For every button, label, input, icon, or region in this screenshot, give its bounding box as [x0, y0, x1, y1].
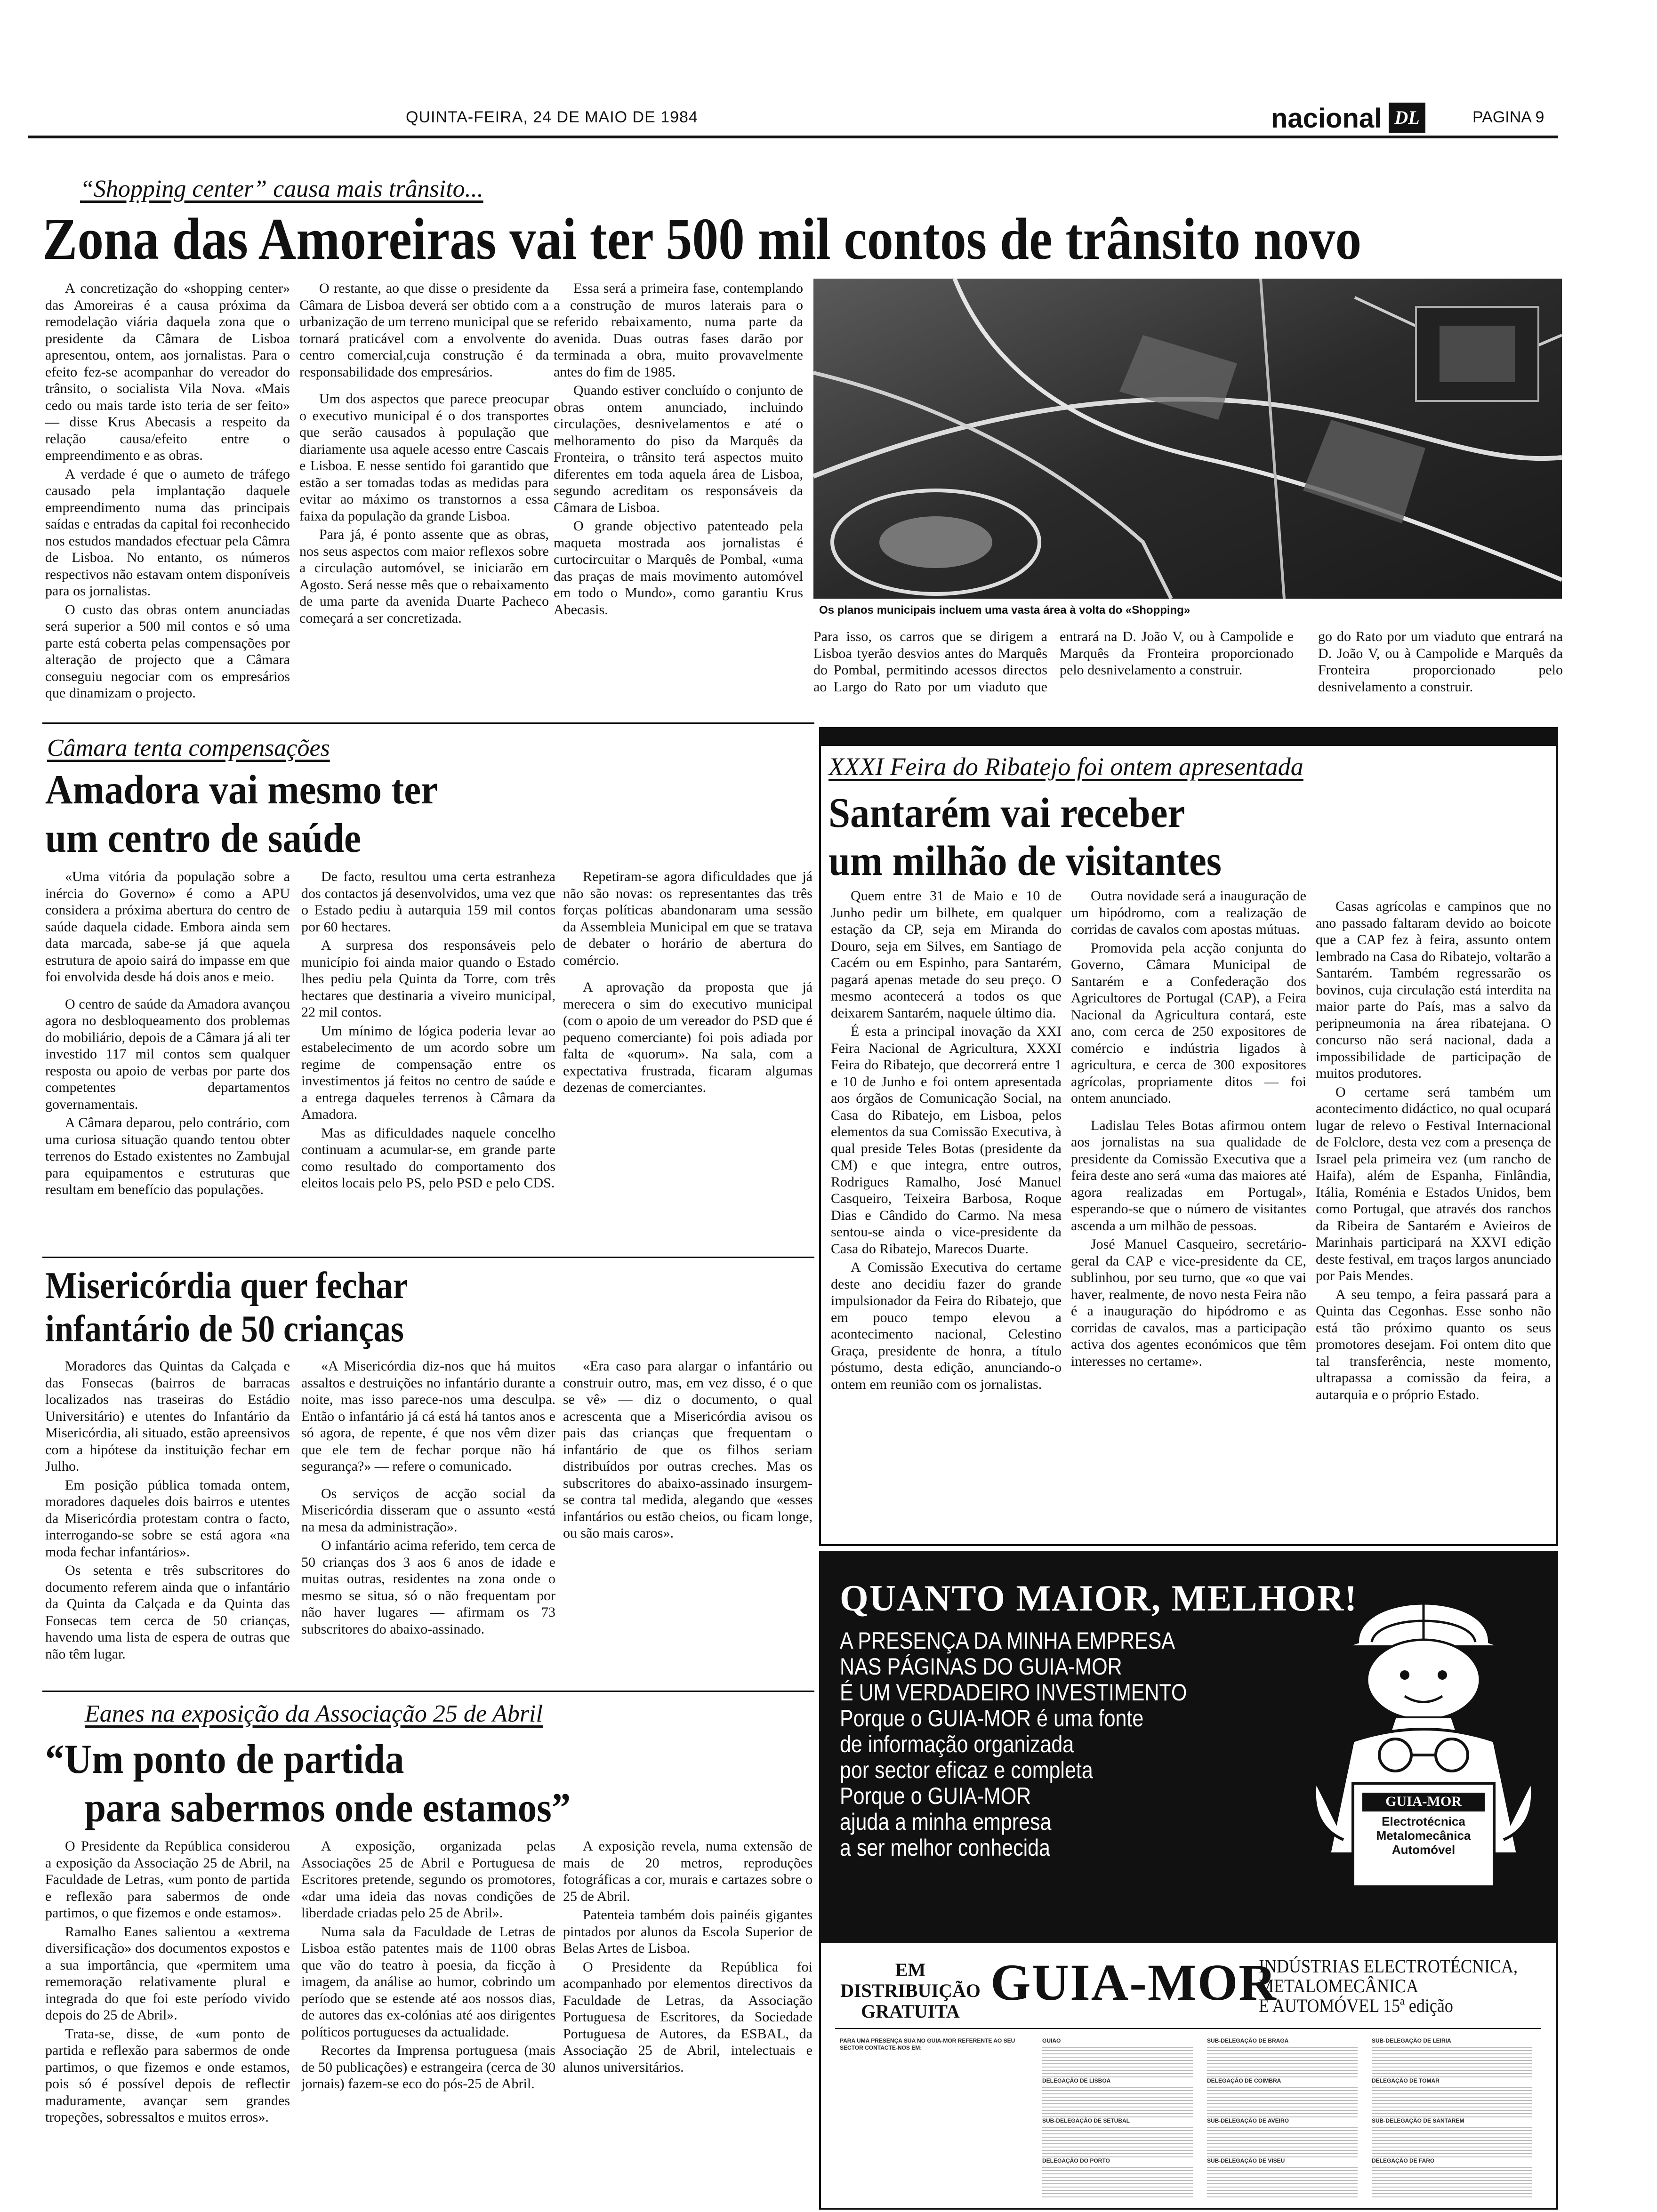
office-name: DELEGAÇÃO DE FARO — [1372, 2157, 1435, 2164]
story1-headline: Zona das Amoreiras vai ter 500 mil contos de trânsito novo — [42, 207, 1362, 272]
story4-rule — [42, 1691, 814, 1692]
ad-line: ajuda a minha empresa — [840, 1809, 1052, 1835]
photo-caption: Os planos municipais incluem uma vasta área à volta do «Shopping» — [819, 604, 1190, 617]
ad-book-sector: Electrotécnica — [1382, 1814, 1465, 1828]
paragraph: O custo das obras ontem anunciadas será superior a 500 mil contos e só uma parte está coberta pelas compensações por alteração de projecto que a Câmara conseguiu negociar com os empresários que dinamizam o projecto. — [45, 601, 290, 701]
ad-industry-line: E AUTOMÓVEL 15ª edição — [1259, 1995, 1453, 2016]
story3-headline-1: Santarém vai receber — [828, 790, 1185, 836]
construction-worker-illustration — [1301, 1562, 1546, 1939]
page-number: PAGINA 9 — [1472, 108, 1544, 126]
aerial-model-image — [813, 279, 1562, 599]
paragraph: O Presidente da República foi acompanhado por elementos directivos da Faculdade de Letras, da Associação Portuguesa de Escritores, da Sociedade Portuguesa de Autores, da ESBAL, da Associação 25 de Abril, intelectuais e alunos universitários. — [563, 1959, 812, 2075]
paragraph: O centro de saúde da Amadora avançou agora no desbloqueamento dos problemas do mobiliário, depois de a Câmara já ali ter investido 117 mil contos sem qualquer resposta ou apoio de verbas por parte dos competentes departamentos governamentais. — [45, 996, 290, 1112]
header-rule — [28, 136, 1558, 138]
paragraph: Moradores das Quintas da Calçada e das Fonsecas (bairros de barracas localizados nas traseiras do Estádio Universitário) e utentes do Infantário da Misericórdia, ali situado, estão apreensivos com a hipótese da instituição fechar em Julho. — [45, 1358, 290, 1474]
office-details — [1372, 2124, 1532, 2157]
ad-book-sector: Metalomecânica — [1376, 1828, 1471, 1843]
story5-column-1 — [45, 1838, 290, 2210]
paragraph: Para já, é ponto assente que as obras, nos seus aspectos com maior reflexos sobre a circulação automóvel, se iniciarão em Agosto. Será nesse mês que o rebaixamento de uma parte da avenida Duarte Pacheco começará a ser concretizada. — [299, 527, 549, 626]
paragraph: É esta a principal inovação da XXI Feira Nacional de Agricultura, XXXI Feira do Ribatejo, que decorrerá entre 1 e 10 de Junho e foi ontem apresentada aos órgãos de Comunicação Social, na Casa do Ribatejo, em Lisboa, pelos elementos da sua Comissão Executiva, à qual preside Teles Botas (presidente da CM) e que integra, entre outros, Rodrigues Ramalho, José Manuel Casqueiro, Teixeira Barbosa, Roque Dias e Cândido do Carmo. Na mesa sentou-se ainda o vice-presidente da Casa do Ribatejo, Marecos Duarte. — [831, 1024, 1062, 1257]
story1-column-1 — [45, 280, 290, 718]
ad-title: QUANTO MAIOR, MELHOR! — [840, 1578, 1358, 1619]
ad-line: A PRESENÇA DA MINHA EMPRESA — [840, 1627, 1175, 1654]
ad-line: Porque o GUIA-MOR é uma fonte — [840, 1705, 1144, 1731]
story3-top-bar — [821, 729, 1556, 746]
paragraph: A concretização do «shopping center» das Amoreiras é a causa próxima da remodelação viária daquela zona que o presidente da Câmara de Lisboa apresentou, ontem, aos jornalistas. Para o efeito fez-se acompanhar do vereador do trânsito, o socialista Vila Nova. «Mais cedo ou mais tarde isto teria de ser feito» — disse Krus Abecasis a respeito da relação causa/efeito entre o empreendimento e as obras. — [45, 281, 290, 463]
paragraph: Um dos aspectos que parece preocupar o executivo municipal é o dos transportes que serão causados à população que diariamente usa aquele acesso entre Cascais e Lisboa. E nesse sentido foi garantido que estão a ser tomadas todas as medidas para evitar ao máximo os transtornos a essa faixa da população da grande Lisboa. — [299, 391, 549, 524]
office-details — [1042, 2084, 1193, 2117]
paragraph: Outra novidade será a inauguração de um hipódromo, com a realização de corridas de cavalos com apostas mútuas. — [1071, 888, 1306, 937]
paragraph: A exposição, organizada pelas Associações 25 de Abril e Portuguesa de Escritores pretende, segundo os promotores, «dar uma ideia das novas condições de liberdade criadas pelo 25 de Abril». — [301, 1838, 555, 1921]
ad-line: Porque o GUIA-MOR — [840, 1783, 1031, 1809]
office-name: DELEGAÇÃO DE LISBOA — [1042, 2077, 1111, 2084]
section-name: nacional — [1271, 103, 1382, 134]
ad-distribution: EM DISTRIBUIÇÃO GRATUITA — [840, 1959, 981, 2022]
story1-column-5 — [1318, 628, 1563, 713]
office-details — [1042, 2124, 1193, 2157]
ad-book-sector: Automóvel — [1392, 1843, 1456, 1857]
paragraph: A verdade é que o aumeto de tráfego causado pela implantação daquele empreendimento numa das principais saídas e entradas da capital foi reconhecido nos estudos mandados efectuar pela Câmra de Lisboa. No entanto, os números respectivos não estavam ontem disponíveis para os jornalistas. — [45, 466, 290, 599]
paragraph: José Manuel Casqueiro, secretário-geral da CAP e vice-presidente da CE, sublinhou, por seu turno, que «o que vai haver, realmente, de novo nesta Feira não é a inauguração do hipódromo e as corridas de cavalos, mas a participação activa dos agentes económicos que têm interesses no certame». — [1071, 1236, 1306, 1369]
story2-column-1 — [45, 868, 290, 1235]
story2-kicker: Câmara tenta compensações — [47, 735, 330, 761]
paragraph: «Uma vitória da população sobre a inércia do Governo» é como a APU considera a próxima abertura do centro de saúde daquela cidade. Embora ainda sem data marcada, sabe-se já que aquela estrutura de apoio sairá do impasse em que foi envolvida desde há dois anos e meio. — [45, 869, 290, 985]
story1-column-4 — [813, 628, 1294, 713]
office-details — [1042, 2164, 1193, 2197]
office-name: GUIAO — [1042, 2037, 1061, 2044]
office-name: DELEGAÇÃO DE COIMBRA — [1207, 2077, 1281, 2084]
paragraph: O grande objectivo patenteado pela maqueta mostrada aos jornalistas é curtocircuitar o Marquês de Pombal, «uma das praças de mais movimento automóvel em todo o Mundo», como garantiu Krus Abecasis. — [554, 518, 803, 617]
story5-headline-2: para sabermos onde estamos” — [85, 1785, 571, 1831]
story5-column-3 — [563, 1838, 812, 2210]
paragraph: Recortes da Imprensa portuguesa (mais de 50 publicações) e estrangeira (cerca de 30 jornais) fazem-se eco do pós-25 de Abril. — [301, 2043, 555, 2092]
ad-line: a ser melhor conhecida — [840, 1835, 1050, 1861]
story1-column-3 — [554, 280, 803, 718]
story5-kicker: Eanes na exposição da Associação 25 de Abril — [85, 1700, 543, 1727]
office-name: SUB-DELEGAÇÃO DE LEIRIA — [1372, 2037, 1451, 2044]
ad-line: NAS PÁGINAS DO GUIA-MOR — [840, 1653, 1122, 1680]
story4-headline-2: infantário de 50 crianças — [45, 1308, 404, 1350]
paragraph: Quem entre 31 de Maio e 10 de Junho pedir um bilhete, em qualquer estação da CP, seja em Miranda do Douro, seja em Silves, em Santiago de Cacém ou em Espinho, para Santarém, pagará apenas metade do seu preço. O mesmo acontecerá a todos os que deixarem Santarém, naquele último dia. — [831, 888, 1062, 1021]
paragraph: Trata-se, disse, de «um ponto de partida e reflexão para sabermos de onde partimos, o que fizemos e onde estamos, pois só é possível depois de reflectir maduramente, avançar sem grandes tropeções, sobressaltos e muitos erros». — [45, 2026, 290, 2125]
ad-line: de informação organizada — [840, 1731, 1074, 1757]
paragraph: Os setenta e três subscritores do documento referem ainda que o infantário da Quinta da Calçada e da Quinta das Fonsecas tem cerca de 50 crianças, havendo uma lista de espera de outras que não têm lugar. — [45, 1563, 290, 1662]
story4-column-2 — [301, 1358, 555, 1673]
office-name: DELEGAÇÃO DE TOMAR — [1372, 2077, 1440, 2084]
office-details — [1372, 2044, 1532, 2077]
office-details — [1042, 2044, 1193, 2077]
ad-contact-intro: PARA UMA PRESENÇA SUA NO GUIA-MOR REFERENTE AO SEU SECTOR CONTACTE-NOS EM: — [840, 2037, 1015, 2051]
paragraph: O infantário acima referido, tem cerca de 50 crianças dos 3 aos 6 anos de idade e muitas outras, residentes na zona onde o mesmo se situa, só o não frequentam por não haver lugares — afirmam os 73 subscritores do abaixo-assinado. — [301, 1538, 555, 1637]
story3-column-2 — [1071, 888, 1306, 1537]
office-name: SUB-DELEGAÇÃO DE AVEIRO — [1207, 2117, 1289, 2124]
story5-column-2 — [301, 1838, 555, 2210]
guia-mor-advertisement — [819, 1551, 1558, 2210]
story4-headline-1: Misericórdia quer fechar — [45, 1265, 408, 1306]
ad-offices-col-2 — [1207, 2037, 1358, 2197]
paragraph: Essa será a primeira fase, contemplando a construção de muros laterais para o referido rebaixamento, numa parte da avenida. Duas outras fases darão por terminada a obra, muito provavelmente antes do fim de 1985. — [554, 281, 803, 380]
story4-column-3 — [563, 1358, 812, 1673]
paragraph: A surpresa dos responsáveis pelo município foi ainda maior quando o Estado lhes pediu pela Quinta da Torre, com três hectares que destinaria a viveiro municipal, 22 mil contos. — [301, 938, 555, 1020]
paragraph: Promovida pela acção conjunta do Governo, Câmara Municipal de Santarém e a Confederação dos Agricultores de Portugal (CAP), a Feira Nacional da Agricultura contará, este ano, com cerca de 250 expositores de comércio e indústria ligados à agricultura, e cerca de 300 expositores agrícolas, propriamente ditos — foi ontem anunciado. — [1071, 940, 1306, 1106]
story3-column-1 — [831, 888, 1062, 1537]
page-date: QUINTA-FEIRA, 24 DE MAIO DE 1984 — [406, 108, 698, 126]
ad-industry-line: INDÚSTRIAS ELECTROTÉCNICA, — [1259, 1956, 1518, 1977]
paragraph: «A Misericórdia diz-nos que há muitos assaltos e destruições no infantário durante a noite, mas isso parece-nos uma desculpa. Então o infantário já cá está há tantos anos e só agora, de repente, é que nos vêm dizer que ele tem de fechar porque não há segurança?» — refere o comunicado. — [301, 1358, 555, 1474]
ad-brand-logo: GUIA-MOR — [990, 1954, 1277, 2011]
story3-headline-2: um milhão de visitantes — [828, 838, 1222, 884]
office-details — [1372, 2084, 1532, 2117]
story5-headline-1: “Um ponto de partida — [45, 1737, 404, 1782]
story2-column-3 — [563, 868, 812, 1235]
paragraph: Um mínimo de lógica poderia levar ao estabelecimento de um acordo sobre um regime de compensação entre os investimentos já feitos no centro de saúde e a entrega daqueles terrenos à Câmara da Amadora. — [301, 1023, 555, 1122]
ad-offices-col-3 — [1372, 2037, 1532, 2197]
paragraph: go do Rato por um viaduto que entrará na D. João V, ou à Campolide e Marquês da Fronteira proporcionado pelo desnivelamento a construir. — [1318, 629, 1563, 695]
paragraph: Quando estiver concluído o conjunto de obras ontem anunciado, incluindo circulações, desnivelamentos e até o melhoramento do piso da Marquês da Fronteira, o trânsito terá aspectos muito diferentes em toda aquela área de Lisboa, segundo acreditam os responsáveis da Câmara de Lisboa. — [554, 383, 803, 515]
ad-industries — [1259, 1956, 1518, 2016]
office-details — [1372, 2164, 1532, 2197]
office-name: SUB-DELEGAÇÃO DE VISEU — [1207, 2157, 1285, 2164]
paragraph: Casas agrícolas e campinos que no ano passado faltaram devido ao boicote que a CAP fez à feira, assunto ontem lembrado na Casa do Ribatejo, voltarão a Santarém. Também regressarão os bovinos, cuja circulação está interdita na maior parte do País, mas a salvo da peripneumonia na área ribatejana. O concurso não será nacional, dada a impossibilidade de participação de muitos produtores. — [1316, 898, 1551, 1081]
office-details — [1207, 2044, 1358, 2077]
paragraph: O Presidente da República considerou a exposição da Associação 25 de Abril, na Faculdade de Letras, «um ponto de partida e reflexão para sabermos de onde partimos, o que fizemos e onde estamos». — [45, 1838, 290, 1921]
paragraph: Ramalho Eanes salientou a «extrema diversificação» dos documentos expostos e a sua importância, que «permitem uma rememoração relativamente plural e integrada do que foi este período vivido depois do 25 de Abril». — [45, 1923, 290, 2023]
ad-copy — [840, 1628, 1187, 1861]
paragraph: A exposição revela, numa extensão de mais de 20 metros, reproduções fotográficas a cor, murais e cartazes sobre o 25 de Abril. — [563, 1838, 812, 1904]
ad-divider — [835, 2028, 1541, 2029]
story2-headline-1: Amadora vai mesmo ter — [45, 767, 438, 813]
paragraph: A aprovação da proposta que já merecera o sim do executivo municipal (com o apoio de um vereador do PSD que é pequeno comerciante) foi pois adiada por falta de «quorum». Na sala, com a expectativa frustrada, ficaram algumas dezenas de comerciantes. — [563, 979, 812, 1095]
paragraph: A Câmara deparou, pelo contrário, com uma curiosa situação quando tentou obter terrenos do Estado existentes no Zambujal para equipamentos e estruturas que resultam em benefício das populações. — [45, 1115, 290, 1197]
paragraph: A seu tempo, a feira passará para a Quinta das Cegonhas. Esse sonho não está tão próximo quanto os seus promotores desejam. Foi ontem dito que tal transferência, neste momento, ultrapassa a comissão da feira, a autarquia e o próprio Estado. — [1316, 1286, 1551, 1403]
paragraph: Em posição pública tomada ontem, moradores daqueles dois bairros e utentes da Misericórdia protestam contra o facto, interrogando-se sobre se está agora «na moda fechar infantários». — [45, 1477, 290, 1560]
paragraph: Repetiram-se agora dificuldades que já não são novas: os representantes das três forças políticas abandonaram uma sessão da Assembleia Municipal em que se tratava de debater o horário de abertura do comércio. — [563, 869, 812, 968]
paragraph: Mas as dificuldades naquele concelho continuam a acumular-se, em grande parte como resultado do comportamento dos eleitos locais pelo PS, pelo PSD e pelo CDS. — [301, 1125, 555, 1191]
story4-column-1 — [45, 1358, 290, 1673]
office-name: DELEGAÇÃO DO PORTO — [1042, 2157, 1110, 2164]
ad-offices-col-1 — [1042, 2037, 1193, 2197]
office-name: SUB-DELEGAÇÃO DE SETUBAL — [1042, 2117, 1130, 2124]
ad-book-sectors — [1362, 1814, 1485, 1857]
paragraph: «Era caso para alargar o infantário ou construir outro, mas, em vez disso, é o que se vê» — diz o documento, o qual acrescenta que a Misericórdia avisou os pais das crianças que frequentam o infantário de que os filhos seriam distribuídos por outras creches. Mas os subscritores do abaixo-assinado insurgem-se contra tal medida, alegando que «esses infantários ou estão cheios, ou ficam longe, ou são mais caros». — [563, 1358, 812, 1541]
ad-line: por sector eficaz e completa — [840, 1757, 1093, 1783]
story2-rule — [42, 1257, 814, 1258]
model-photo — [813, 279, 1562, 599]
office-name: SUB-DELEGAÇÃO DE SANTAREM — [1372, 2117, 1464, 2124]
story3-column-3 — [1316, 888, 1551, 1537]
office-name: SUB-DELEGAÇÃO DE BRAGA — [1207, 2037, 1289, 2044]
paragraph: O certame será também um acontecimento didáctico, no qual ocupará lugar de relevo o Festival Internacional de Folclore, desta vez com a presença de Israel pela primeira vez (um rancho de Haifa), além de Espanha, Finlândia, Itália, Roménia e Estados Unidos, bem como Portugal, que através dos ranchos da Ribeira de Santarém e Avieiros de Marinhais participará na XXVI edição deste festival, em traços largos anunciado por Pais Mendes. — [1316, 1084, 1551, 1283]
paragraph: O restante, ao que disse o presidente da Câmara de Lisboa deverá ser obtido com a urbanização de um terreno municipal que se tornará praticável com a envolvente do centro comercial,cuja construção é da responsabilidade dos empresários. — [299, 281, 549, 380]
story1-rule — [42, 722, 814, 724]
paragraph: Os serviços de acção social da Misericórdia disseram que o assunto «está na mesa da administração». — [301, 1485, 555, 1535]
ad-book-brand: GUIA-MOR — [1385, 1794, 1462, 1809]
paragraph: A Comissão Executiva do certame deste ano decidiu fazer do grande impulsionador da Feira do Ribatejo, que em pouco tempo elevou a acontecimento nacional, Celestino Graça, presidente de honra, a título póstumo, desta edição, anunciando-o ontem em reunião com os jornalistas. — [831, 1259, 1062, 1392]
paragraph: Patenteia também dois painéis gigantes pintados por alunos da Escola Superior de Belas Artes de Lisboa. — [563, 1907, 812, 1956]
paragraph: Para isso, os carros que se dirigem a Lisboa tyerão desvios antes do Marquês do Pombal, permitindo acessos directos ao Largo do Rato por um viaduto que entrará na D. João V, ou à Campolide e Marquês da Fronteira proporcionado pelo desnivelamento a construir. — [813, 629, 1294, 695]
ad-line: É UM VERDADEIRO INVESTIMENTO — [840, 1679, 1187, 1706]
story1-column-2 — [299, 280, 549, 718]
story2-column-2 — [301, 868, 555, 1235]
story2-headline-2: um centro de saúde — [45, 816, 361, 861]
newspaper-logo: DL — [1389, 103, 1425, 133]
paragraph: Numa sala da Faculdade de Letras de Lisboa estão patentes mais de 1100 obras que vão do teatro à poesia, da ficção à imagem, da análise ao humor, cobrindo um período que se estende até aos nossos dias, de autores das ex-colónias até aos dirigentes políticos portugueses da actualidade. — [301, 1923, 555, 2040]
story1-kicker: “Shopping center” causa mais trânsito... — [80, 176, 483, 202]
office-details — [1207, 2084, 1358, 2117]
paragraph: De facto, resultou uma certa estranheza dos contactos já desenvolvidos, uma vez que o Estado pediu à autarquia 159 mil contos por 60 hectares. — [301, 869, 555, 935]
story3-kicker: XXXI Feira do Ribatejo foi ontem apresentada — [828, 753, 1303, 781]
paragraph: Ladislau Teles Botas afirmou ontem aos jornalistas na sua qualidade de presidente da Comissão Executiva que a feira deste ano será «uma das maiores até agora realizadas em Portugal», esperando-se que o número de visitantes ascenda a um milhão de pessoas. — [1071, 1117, 1306, 1234]
ad-industry-line: METALOMECÂNICA — [1259, 1975, 1419, 1996]
office-details — [1207, 2164, 1358, 2197]
office-details — [1207, 2124, 1358, 2157]
